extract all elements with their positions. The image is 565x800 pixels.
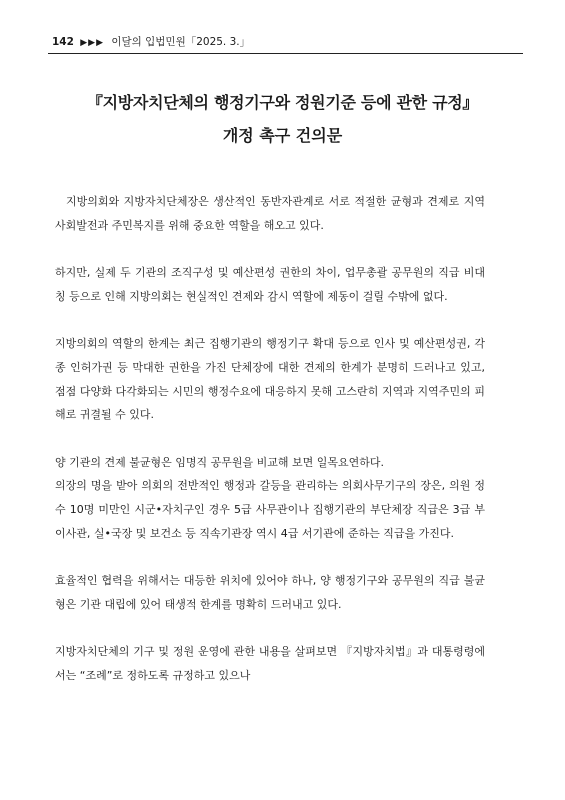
page-header [52, 35, 525, 50]
document-title [40, 92, 525, 147]
paragraph-regulation: 지방자치단체의 기구 및 정원 운영에 관한 내용을 살펴보면 『지방자치법』과 대통령령에서는 “조례”로 정하도록 규정하고 있으나 [55, 645, 485, 682]
triple-arrow-icon: ▶▶▶ [80, 38, 105, 48]
paragraph-ranks: 의장의 명을 받아 의회의 전반적인 행정과 갈등을 관리하는 의회사무기구의 장은, 의원 정수 10명 미만인 시군•자치구인 경우 5급 사무관이나 집행기관의 부단체장 직급은 3급 부이사관, 실•국장 및 보건소 등 직속기관장 역시 4급 서기관에 준하는 직급을 가진다. [55, 479, 485, 540]
paragraph-cooperation: 효율적인 협력을 위해서는 대등한 위치에 있어야 하나, 양 행정기구와 공무원의 직급 불균형은 기관 대립에 있어 태생적 한계를 명확히 드러내고 있다. [55, 574, 485, 611]
page-number: 142 [52, 36, 74, 48]
document-body [55, 190, 485, 712]
title-regulation-name: 『지방자치단체의 행정기구와 정원기준 등에 관한 규정』 [86, 93, 479, 112]
paragraph-intro: 지방의회와 지방자치단체장은 생산적인 동반자관계로 서로 적절한 균형과 견제로 지역사회발전과 주민복지를 위해 중요한 역할을 해오고 있다. [55, 195, 485, 232]
header-divider [48, 53, 523, 54]
running-header-title: 이달의 입법민원「2025. 3.」 [111, 36, 251, 48]
paragraph-however: 하지만, 실제 두 기관의 조직구성 및 예산편성 권한의 차이, 업무총괄 공무원의 직급 비대칭 등으로 인해 지방의회는 현실적인 견제와 감시 역할에 제동이 걸릴 수밖에 없다. [55, 266, 485, 303]
paragraph-limits: 지방의회의 역할의 한계는 최근 집행기관의 행정기구 확대 등으로 인사 및 예산편성권, 각종 인허가권 등 막대한 권한을 가진 단체장에 대한 견제의 한계가 분명히 드러나고 있고, 점점 다양화 다각화되는 시민의 행정수요에 대응하지 못해 고스란히 지역과 지역주민의 피해로 귀결될 수 있다. [55, 337, 485, 422]
title-subtitle: 개정 촉구 건의문 [222, 126, 343, 145]
paragraph-imbalance: 양 기관의 견제 불균형은 임명직 공무원을 비교해 보면 일목요연하다. [55, 455, 384, 469]
